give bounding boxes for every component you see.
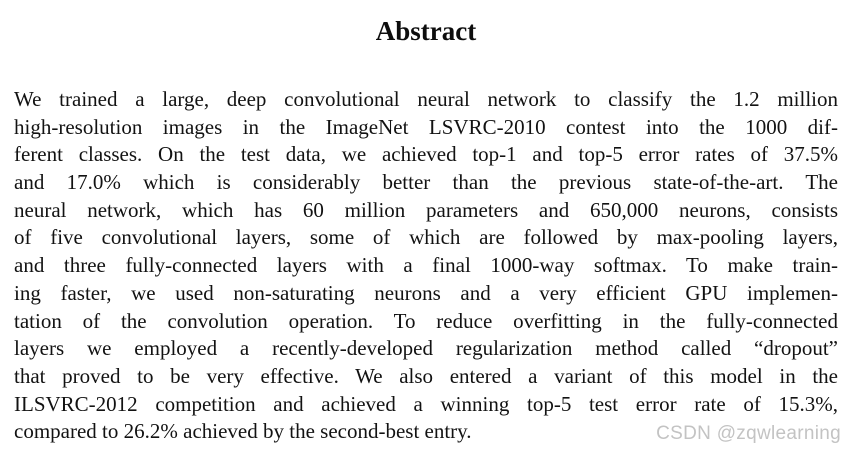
- abstract-paragraph: [14, 86, 838, 446]
- abstract-line: of five convolutional layers, some of which are followed by max-pooling layers,: [14, 225, 838, 250]
- abstract-line: neural network, which has 60 million parameters and 650,000 neurons, consists: [14, 197, 838, 222]
- abstract-line: ILSVRC-2012 competition and achieved a winning top-5 test error rate of 15.3%,: [14, 391, 838, 416]
- abstract-line: layers we employed a recently-developed regularization method called “dropout”: [14, 336, 838, 361]
- abstract-line: and three fully-connected layers with a final 1000-way softmax. To make train-: [14, 253, 838, 278]
- abstract-heading: Abstract: [375, 16, 477, 46]
- abstract-line: ferent classes. On the test data, we achieved top-1 and top-5 error rates of 37.5%: [14, 142, 838, 167]
- abstract-line: and 17.0% which is considerably better than the previous state-of-the-art. The: [14, 170, 838, 195]
- abstract-line: ing faster, we used non-saturating neurons and a very efficient GPU implemen-: [14, 280, 838, 305]
- abstract-line: We trained a large, deep convolutional neural network to classify the 1.2 million: [14, 87, 838, 111]
- abstract-line: tation of the convolution operation. To reduce overfitting in the fully-connected: [14, 308, 838, 333]
- csdn-watermark: CSDN @zqwlearning: [656, 423, 841, 444]
- abstract-line: high-resolution images in the ImageNet LSVRC-2010 contest into the 1000 dif-: [14, 114, 838, 139]
- abstract-line: compared to 26.2% achieved by the second-best entry.: [14, 419, 472, 444]
- abstract-line: that proved to be very effective. We also entered a variant of this model in the: [14, 363, 838, 388]
